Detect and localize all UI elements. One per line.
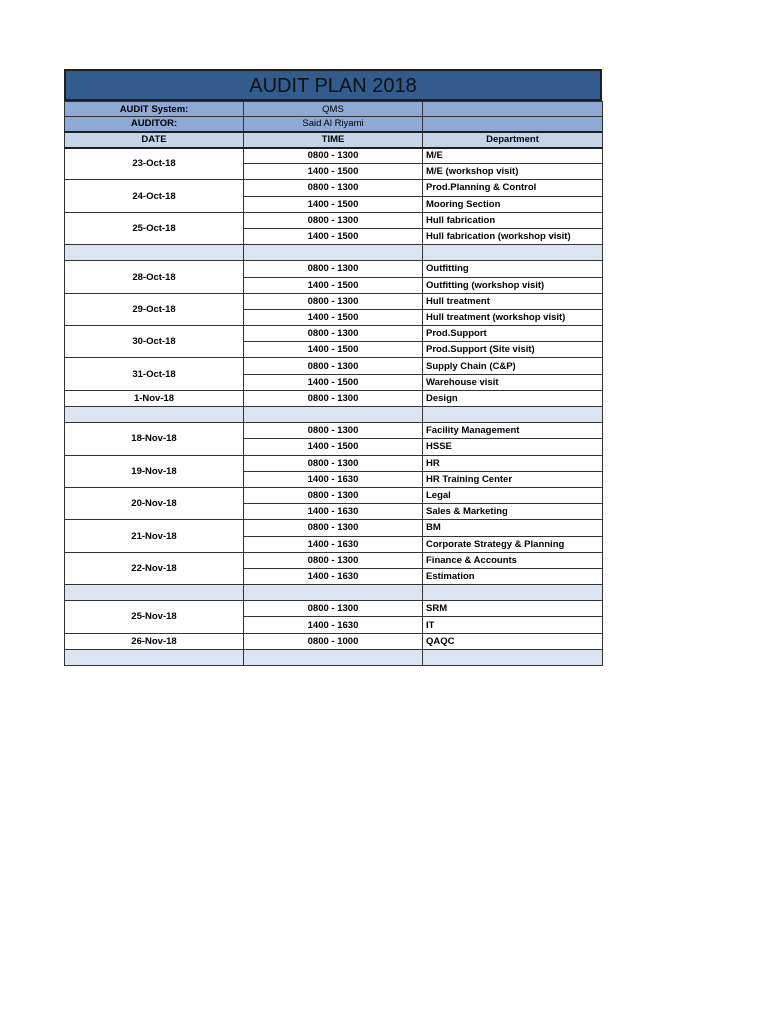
- empty-cell: [423, 117, 603, 132]
- schedule-row: [65, 358, 603, 374]
- auditor-value: Said Al Riyami: [244, 117, 423, 132]
- auditor-row: [65, 117, 603, 132]
- date-cell: 28-Oct-18: [65, 261, 244, 293]
- department-cell: Design: [423, 390, 603, 406]
- audit-system-value: QMS: [244, 102, 423, 117]
- department-cell: Mooring Section: [423, 196, 603, 212]
- empty-cell: [244, 649, 423, 665]
- audit-system-row: [65, 102, 603, 117]
- department-cell: Prod.Support (Site visit): [423, 342, 603, 358]
- date-cell: 20-Nov-18: [65, 487, 244, 519]
- time-cell: 1400 - 1500: [244, 342, 423, 358]
- time-cell: 0800 - 1300: [244, 390, 423, 406]
- audit-system-label: AUDIT System:: [65, 102, 244, 117]
- department-cell: Corporate Strategy & Planning: [423, 536, 603, 552]
- date-cell: 29-Oct-18: [65, 293, 244, 325]
- date-cell: 18-Nov-18: [65, 423, 244, 455]
- department-cell: M/E (workshop visit): [423, 164, 603, 180]
- date-cell: 31-Oct-18: [65, 358, 244, 390]
- time-cell: 1400 - 1500: [244, 309, 423, 325]
- schedule-row: [65, 212, 603, 228]
- date-cell: 21-Nov-18: [65, 520, 244, 552]
- department-cell: Facility Management: [423, 423, 603, 439]
- time-cell: 1400 - 1630: [244, 536, 423, 552]
- separator-row: [65, 649, 603, 665]
- time-cell: 1400 - 1500: [244, 439, 423, 455]
- schedule-row: [65, 180, 603, 196]
- department-cell: M/E: [423, 148, 603, 164]
- department-cell: Supply Chain (C&P): [423, 358, 603, 374]
- empty-cell: [65, 245, 244, 261]
- column-header-row: [65, 132, 603, 148]
- empty-cell: [65, 407, 244, 423]
- department-cell: Warehouse visit: [423, 374, 603, 390]
- department-cell: Hull fabrication: [423, 212, 603, 228]
- department-cell: Estimation: [423, 568, 603, 584]
- time-cell: 1400 - 1500: [244, 228, 423, 244]
- empty-cell: [65, 585, 244, 601]
- empty-cell: [423, 407, 603, 423]
- schedule-row: [65, 520, 603, 536]
- time-cell: 0800 - 1300: [244, 212, 423, 228]
- sheet-title: AUDIT PLAN 2018: [64, 69, 602, 101]
- date-cell: 24-Oct-18: [65, 180, 244, 212]
- time-cell: 0800 - 1300: [244, 601, 423, 617]
- date-cell: 1-Nov-18: [65, 390, 244, 406]
- schedule-row: [65, 293, 603, 309]
- schedule-row: [65, 552, 603, 568]
- date-column-header: DATE: [65, 132, 244, 148]
- schedule-row: [65, 633, 603, 649]
- time-cell: 0800 - 1300: [244, 326, 423, 342]
- department-column-header: Department: [423, 132, 603, 148]
- time-column-header: TIME: [244, 132, 423, 148]
- empty-cell: [423, 245, 603, 261]
- schedule-row: [65, 487, 603, 503]
- time-cell: 0800 - 1300: [244, 293, 423, 309]
- empty-cell: [423, 585, 603, 601]
- department-cell: HSSE: [423, 439, 603, 455]
- time-cell: 0800 - 1300: [244, 455, 423, 471]
- empty-cell: [244, 407, 423, 423]
- time-cell: 0800 - 1300: [244, 261, 423, 277]
- department-cell: Legal: [423, 487, 603, 503]
- empty-cell: [65, 649, 244, 665]
- separator-row: [65, 585, 603, 601]
- department-cell: Hull treatment: [423, 293, 603, 309]
- department-cell: Finance & Accounts: [423, 552, 603, 568]
- empty-cell: [244, 585, 423, 601]
- time-cell: 0800 - 1300: [244, 552, 423, 568]
- department-cell: SRM: [423, 601, 603, 617]
- schedule-row: [65, 326, 603, 342]
- time-cell: 1400 - 1630: [244, 568, 423, 584]
- schedule-row: [65, 455, 603, 471]
- date-cell: 25-Oct-18: [65, 212, 244, 244]
- time-cell: 1400 - 1630: [244, 471, 423, 487]
- time-cell: 1400 - 1500: [244, 196, 423, 212]
- empty-cell: [423, 649, 603, 665]
- time-cell: 0800 - 1300: [244, 358, 423, 374]
- time-cell: 0800 - 1300: [244, 423, 423, 439]
- time-cell: 0800 - 1300: [244, 520, 423, 536]
- department-cell: Hull fabrication (workshop visit): [423, 228, 603, 244]
- time-cell: 0800 - 1000: [244, 633, 423, 649]
- date-cell: 23-Oct-18: [65, 148, 244, 180]
- date-cell: 30-Oct-18: [65, 326, 244, 358]
- department-cell: Sales & Marketing: [423, 504, 603, 520]
- department-cell: Outfitting (workshop visit): [423, 277, 603, 293]
- time-cell: 1400 - 1630: [244, 617, 423, 633]
- schedule-row: [65, 148, 603, 164]
- time-cell: 1400 - 1500: [244, 374, 423, 390]
- schedule-row: [65, 261, 603, 277]
- department-cell: Prod.Planning & Control: [423, 180, 603, 196]
- audit-plan-sheet: [64, 69, 602, 666]
- schedule-row: [65, 390, 603, 406]
- schedule-row: [65, 423, 603, 439]
- empty-cell: [423, 102, 603, 117]
- date-cell: 26-Nov-18: [65, 633, 244, 649]
- department-cell: Outfitting: [423, 261, 603, 277]
- time-cell: 1400 - 1500: [244, 164, 423, 180]
- department-cell: HR: [423, 455, 603, 471]
- department-cell: Hull treatment (workshop visit): [423, 309, 603, 325]
- time-cell: 1400 - 1630: [244, 504, 423, 520]
- time-cell: 1400 - 1500: [244, 277, 423, 293]
- separator-row: [65, 407, 603, 423]
- audit-plan-table: [64, 101, 603, 666]
- department-cell: HR Training Center: [423, 471, 603, 487]
- department-cell: QAQC: [423, 633, 603, 649]
- time-cell: 0800 - 1300: [244, 148, 423, 164]
- department-cell: IT: [423, 617, 603, 633]
- empty-cell: [244, 245, 423, 261]
- auditor-label: AUDITOR:: [65, 117, 244, 132]
- separator-row: [65, 245, 603, 261]
- department-cell: Prod.Support: [423, 326, 603, 342]
- date-cell: 19-Nov-18: [65, 455, 244, 487]
- date-cell: 25-Nov-18: [65, 601, 244, 633]
- date-cell: 22-Nov-18: [65, 552, 244, 584]
- time-cell: 0800 - 1300: [244, 487, 423, 503]
- schedule-row: [65, 601, 603, 617]
- time-cell: 0800 - 1300: [244, 180, 423, 196]
- department-cell: BM: [423, 520, 603, 536]
